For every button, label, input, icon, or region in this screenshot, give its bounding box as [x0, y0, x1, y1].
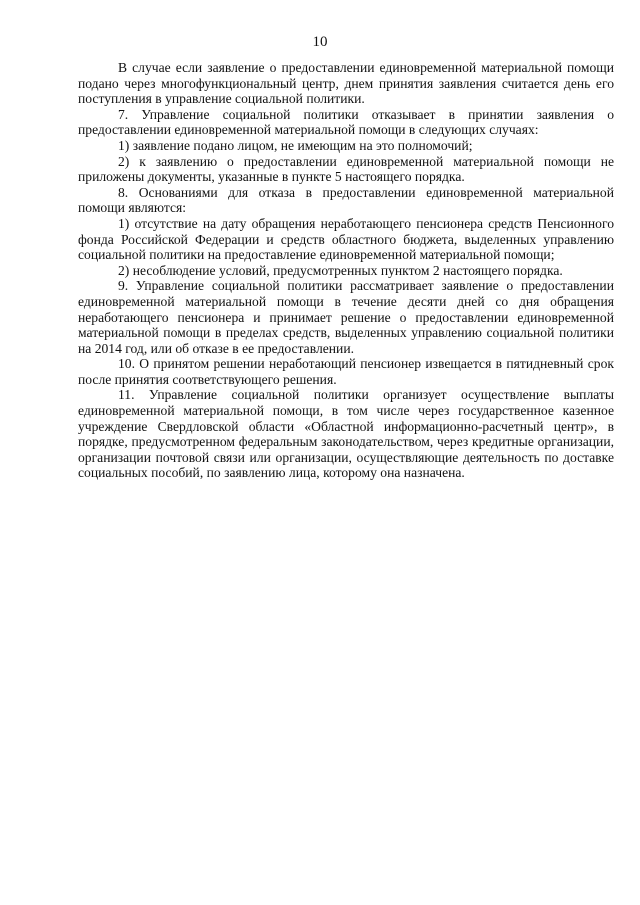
page-number: 10: [312, 34, 328, 50]
paragraph-item-8-2: 2) несоблюдение условий, предусмотренных пунктом 2 настоящего порядка.: [118, 262, 563, 278]
paragraph-application-mfc: В случае если заявление о предоставлении единовременной материальной помощи подано через многофункциональный центр, днем принятия заявления считается день его поступления в управление социальной политики.: [78, 60, 614, 107]
paragraph-item-7: 7. Управление социальной политики отказывает в принятии заявления о предоставлении единовременной материальной помощи в следующих случаях:: [78, 106, 614, 138]
paragraph-item-7-2: 2) к заявлению о предоставлении единовременной материальной помощи не приложены документы, указанные в пункте 5 настоящего порядка.: [78, 153, 614, 185]
paragraph-item-11: 11. Управление социальной политики организует осуществление выплаты единовременной материальной помощи, в том числе через государственное казенное учреждение Свердловской области «Областной информационно-расчетный центр», в порядке, предусмотренном федеральным законодательством, через кредитные организации, организации почтовой связи или организации, осуществляющие деятельность по доставке социальных пособий, по заявлению лица, которому она назначена.: [78, 387, 614, 481]
paragraph-item-10: 10. О принятом решении неработающий пенсионер извещается в пятидневный срок после принятия соответствующего решения.: [78, 356, 614, 387]
paragraph-item-9: 9. Управление социальной политики рассматривает заявление о предоставлении единовременной материальной помощи в течение десяти дней со дня обращения неработающего пенсионера и принимает решение о предоставлении единовременной материальной помощи в пределах средств, выделенных управлению социальной политики на 2014 год, или об отказе в ее предоставлении.: [78, 278, 614, 356]
paragraph-item-8: 8. Основаниями для отказа в предоставлении единовременной материальной помощи являются:: [78, 184, 614, 216]
paragraph-item-7-1: 1) заявление подано лицом, не имеющим на это полномочий;: [118, 137, 473, 153]
document-body: [78, 60, 614, 481]
paragraph-item-8-1: 1) отсутствие на дату обращения неработающего пенсионера средств Пенсионного фонда Российской Федерации и средств областного бюджета, выделенных управлению социальной политики на предоставление единовременной материальной помощи;: [78, 215, 614, 263]
